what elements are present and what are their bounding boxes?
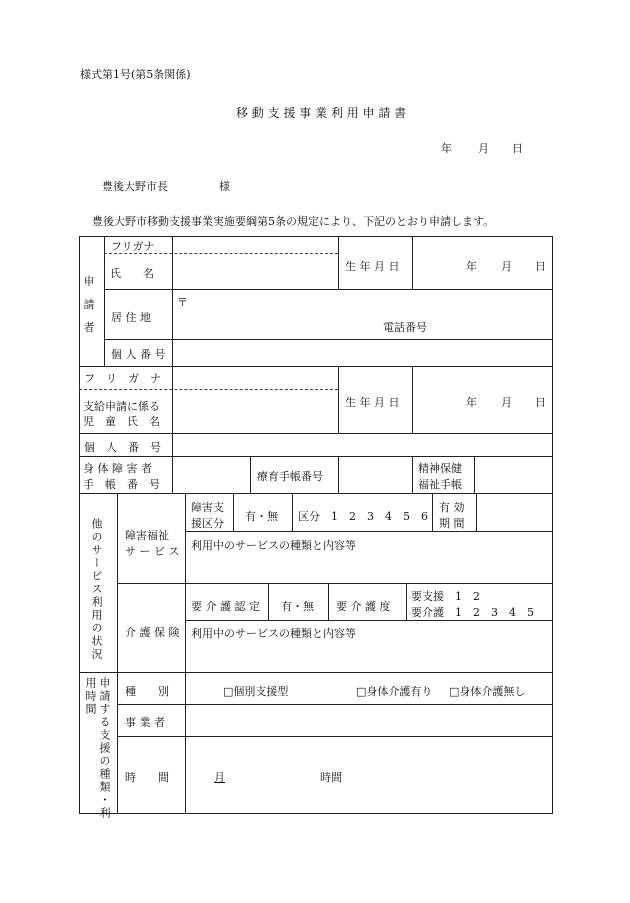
- child-birth-day: 日: [535, 396, 546, 409]
- date-year-label: 年: [441, 142, 452, 155]
- support-class-label-2: 援区分: [191, 517, 224, 530]
- support-level-options: 要支援 1 2: [411, 590, 480, 603]
- provider-label: 事 業 者: [125, 716, 165, 729]
- care-level-options: 要介護 1 2 3 4 5: [411, 606, 534, 619]
- child-birth-month: 月: [501, 396, 512, 409]
- physical-handbook-label-1: 身 体 障 害 者: [83, 462, 152, 475]
- applicant-birth-label: 生 年 月 日: [345, 260, 400, 273]
- mental-handbook-label-2: 福祉手帳: [418, 478, 462, 491]
- requested-section-sublabel: 用時間: [84, 677, 97, 716]
- applicant-address-label: 居 住 地: [111, 311, 151, 324]
- welfare-service-label-2: サ ー ビ ス: [125, 545, 180, 558]
- valid-period-label-1: 有 効: [439, 501, 465, 514]
- without-physical-care-checkbox[interactable]: □身体介護無し: [449, 685, 526, 698]
- hours-unit: 時間: [320, 771, 342, 784]
- postal-mark: 〒: [177, 296, 188, 309]
- applicant-id-label: 個 人 番 号: [111, 348, 166, 361]
- physical-handbook-label-2: 手 帳 番 号: [83, 478, 160, 491]
- honorific: 様: [219, 180, 230, 193]
- welfare-yes-no: 有・無: [245, 510, 278, 523]
- with-physical-care-checkbox[interactable]: □身体介護有り: [356, 685, 433, 698]
- hours-label: 時 間: [125, 771, 169, 784]
- intro-text: 豊後大野市移動支援事業実施要綱第5条の規定により、下記のとおり申請します。: [92, 215, 495, 228]
- applicant-section-text: 申請者: [83, 275, 95, 334]
- care-services-in-use: 利用中のサービスの種類と内容等: [191, 627, 356, 640]
- individual-support-checkbox[interactable]: □個別支援型: [223, 685, 289, 698]
- mental-handbook-label-1: 精神保健: [418, 462, 462, 475]
- hours-field[interactable]: [214, 769, 344, 785]
- support-class-label-1: 障害支: [191, 501, 224, 514]
- type-label: 種 別: [125, 685, 169, 698]
- applicant-name-label: 氏 名: [110, 267, 154, 280]
- support-class-options: 区分 1 2 3 4 5 6: [298, 510, 428, 523]
- child-birth-year: 年: [466, 396, 477, 409]
- valid-period-label-2: 期 間: [439, 517, 465, 530]
- form-number: 様式第1号(第5条関係): [80, 68, 191, 81]
- date-month-label: 月: [478, 142, 489, 155]
- applicant-birth-year: 年: [466, 260, 477, 273]
- child-birth-label: 生 年 月 日: [345, 396, 400, 409]
- child-name-label-1: 支給申請に係る: [83, 400, 160, 413]
- ryoiku-handbook-label: 療育手帳番号: [257, 470, 323, 483]
- date-day-label: 日: [512, 142, 523, 155]
- care-yes-no: 有・無: [281, 600, 314, 613]
- welfare-service-label-1: 障害福祉: [125, 529, 169, 542]
- applicant-section-label: [83, 270, 99, 339]
- phone-label: 電話番号: [383, 321, 427, 334]
- hours-month-unit: 月: [214, 771, 225, 784]
- other-services-section-label: 他のサービス利用の状況: [90, 518, 103, 661]
- child-name-label-2: 児 童 氏 名: [83, 415, 160, 428]
- care-cert-label: 要 介 護 認 定: [191, 600, 260, 613]
- page-title: 移 動 支 援 事 業 利 用 申 請 書: [236, 106, 407, 120]
- care-degree-label: 要 介 護 度: [336, 600, 391, 613]
- applicant-furigana-label: フリガナ: [111, 240, 155, 253]
- care-insurance-label: 介 護 保 険: [125, 626, 180, 639]
- child-furigana-label: フ リ ガ ナ: [84, 372, 161, 385]
- applicant-birth-month: 月: [501, 260, 512, 273]
- child-id-label: 個 人 番 号: [84, 441, 161, 454]
- welfare-services-in-use: 利用中のサービスの種類と内容等: [191, 539, 356, 552]
- addressee: 豊後大野市長: [102, 180, 168, 193]
- applicant-birth-day: 日: [535, 260, 546, 273]
- requested-section-label: 申請する支援の種類・利: [98, 677, 111, 820]
